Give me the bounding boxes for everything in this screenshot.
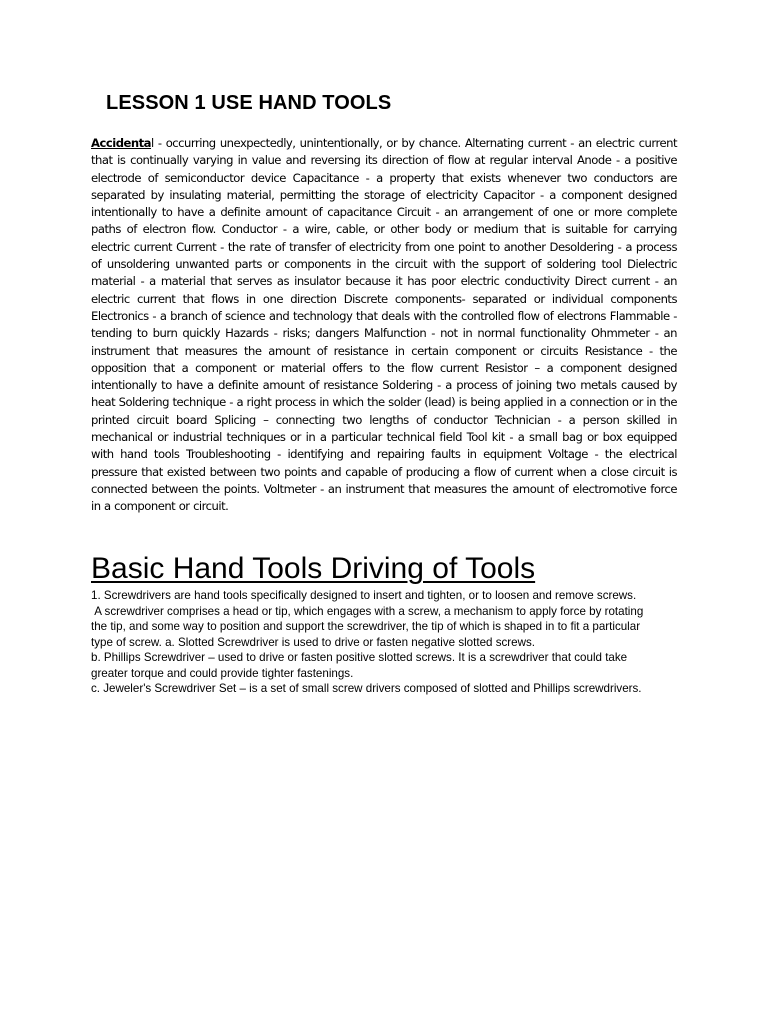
- tools-paragraph: b. Phillips Screwdriver – used to drive or fasten positive slotted screws. It is a screwdriver that could take greater torque and could provide tighter fastenings.: [91, 651, 628, 680]
- tools-body: [91, 588, 647, 697]
- tools-paragraph: c. Jeweler's Screwdriver Set – is a set of small screw drivers composed of slotted and Phillips screwdrivers.: [91, 682, 642, 695]
- glossary-body-text: l - occurring unexpectedly, unintentionally, or by chance. Alternating current - an electric current that is continually varying in value and reversing its direction of flow at regular interval Anode - a positive electrode of semiconductor device Capacitance - a property that exists whenever two conductors are separated by insulating material, permitting the storage of electricity Capacitor - a component designed intentionally to have a definite amount of capacitance Circuit - an arrangement of one or more complete paths of electron flow. Conductor - a wire, cable, or other body or medium that is suitable for carrying electric current Current - the rate of transfer of electricity from one point to another Desoldering - a process of unsoldering unwanted parts or components in the circuit with the support of soldering tool Dielectric material - a material that serves as insulator because it has poor electric conductivity Direct current - an electric current that flows in one direction Discrete components- separated or individual components Electronics - a branch of science and technology that deals with the controlled flow of electrons Flammable - tending to burn quickly Hazards - risks; dangers Malfunction - not in normal functionality Ohmmeter - an instrument that measures the amount of resistance in certain component or circuits Resistance - the opposition that a component or material offers to the flow current Resistor – a component designed intentionally to have a definite amount of resistance Soldering - a process of joining two metals caused by heat Soldering technique - a right process in which the solder (lead) is being applied in a connection or in the printed circuit board Splicing – connecting two lengths of conductor Technician - a person skilled in mechanical or industrial techniques or in a particular technical field Tool kit - a small bag or box equipped with hand tools Troubleshooting - identifying and repairing faults in equipment Voltage - the electrical pressure that existed between two points and capable of producing a flow of current when a close circuit is connected between the points. Voltmeter - an instrument that measures the amount of electromotive force in a component or circuit.: [91, 136, 677, 514]
- lesson-title: LESSON 1 USE HAND TOOLS: [106, 92, 392, 114]
- glossary-paragraph: [91, 135, 677, 516]
- section-heading: Basic Hand Tools Driving of Tools: [91, 552, 536, 585]
- glossary-lead-word: Accidenta: [91, 136, 151, 150]
- tools-paragraph: A screwdriver comprises a head or tip, which engages with a screw, a mechanism to apply force by rotating the tip, and some way to position and support the screwdriver, the tip of which is shaped in to fit a particular type of screw. a. Slotted Screwdriver is used to drive or fasten negative slotted screws.: [91, 604, 647, 649]
- tools-paragraph: 1. Screwdrivers are hand tools specifically designed to insert and tighten, or to loosen and remove screws.: [91, 589, 637, 602]
